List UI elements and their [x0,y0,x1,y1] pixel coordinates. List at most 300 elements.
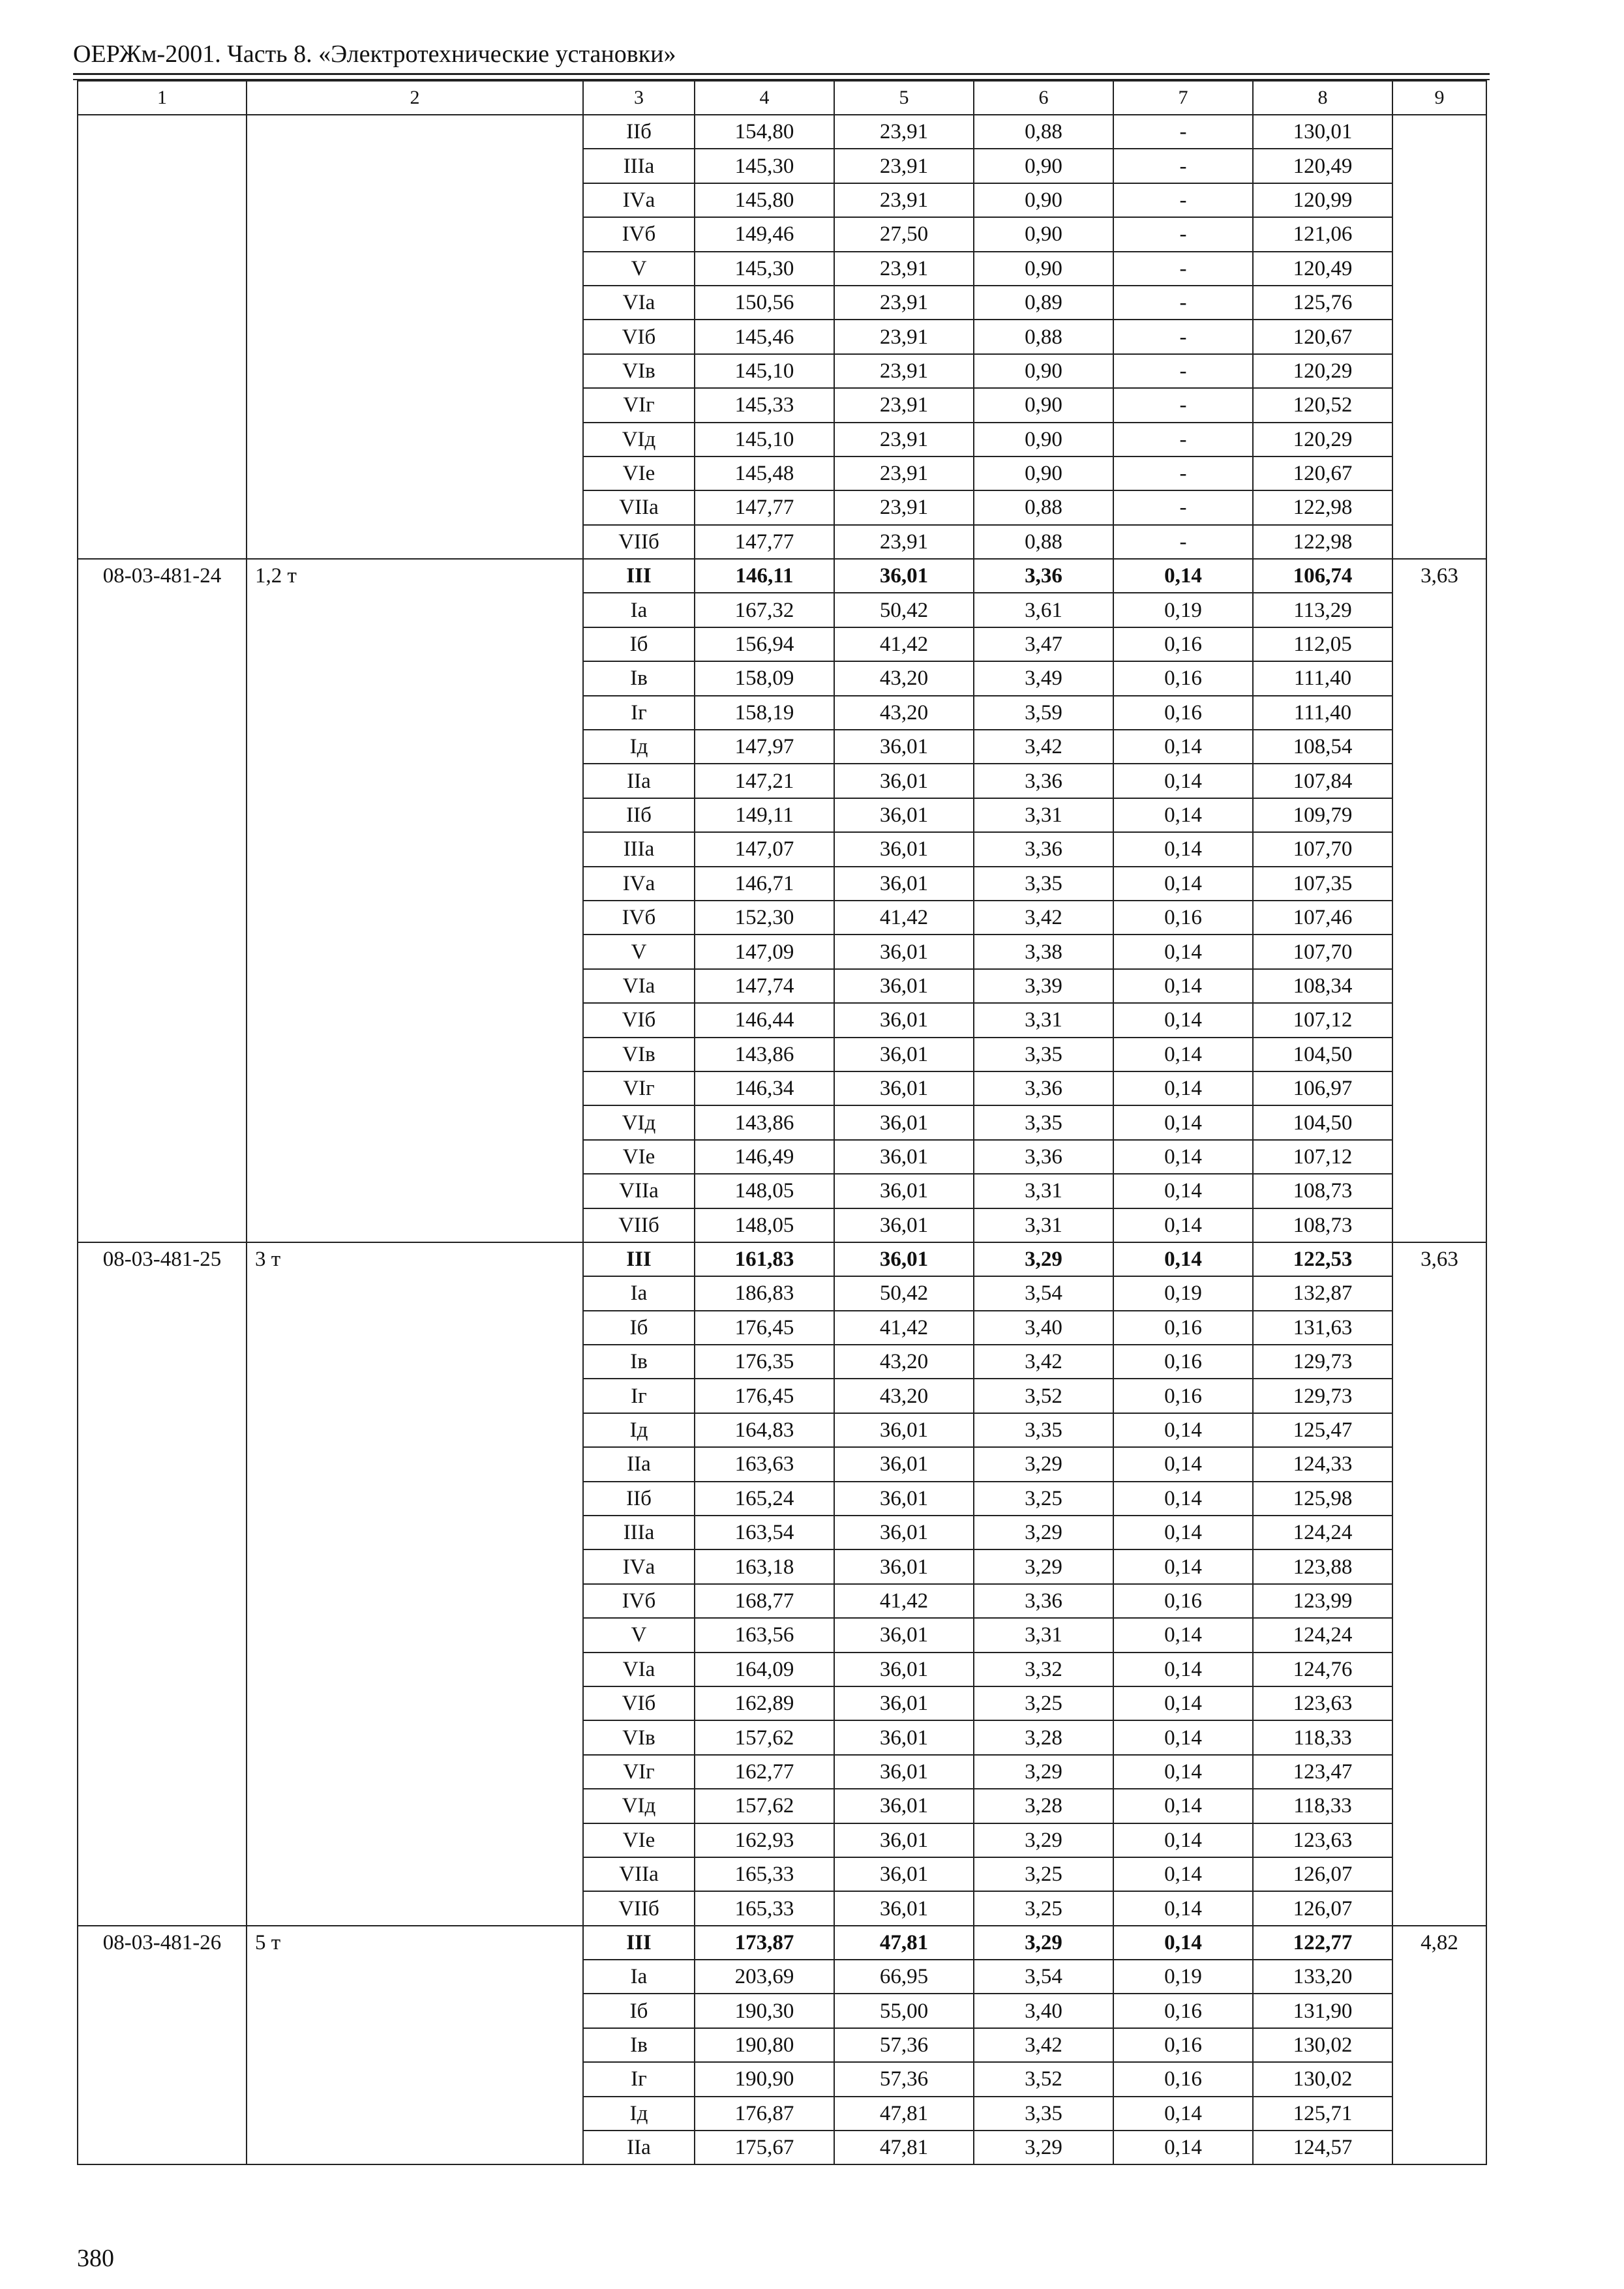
value-cell-col7: 0,16 [1113,661,1253,695]
value-cell-col5: 23,91 [834,252,974,286]
value-cell-col6: 3,35 [974,1105,1113,1139]
value-cell-col4: 145,33 [695,388,834,422]
value-cell-col6: 3,36 [974,764,1113,798]
value-cell-col7: 0,14 [1113,1105,1253,1139]
value-cell-col8: 123,99 [1253,1584,1392,1618]
value-cell-col7: - [1113,149,1253,183]
value-cell-col4: 164,83 [695,1413,834,1447]
column-number: 5 [834,81,974,115]
value-cell-col5: 66,95 [834,1960,974,1994]
value-cell-col7: 0,14 [1113,1038,1253,1071]
region-cell: VIд [583,1789,695,1823]
value-cell-col4: 161,83 [695,1242,834,1276]
value-cell-col7: 0,16 [1113,1994,1253,2027]
region-cell: V [583,252,695,286]
value-cell-col7: - [1113,354,1253,388]
region-cell: IIIа [583,832,695,866]
column-number-row [78,81,1486,115]
value-cell-col5: 57,36 [834,2062,974,2096]
value-cell-col7: 0,14 [1113,1140,1253,1174]
value-cell-col8: 124,76 [1253,1653,1392,1686]
value-cell-col6: 0,88 [974,320,1113,353]
value-cell-col4: 145,46 [695,320,834,353]
region-cell: VIд [583,1105,695,1139]
value-cell-col7: 0,14 [1113,559,1253,593]
value-cell-col5: 41,42 [834,901,974,935]
value-cell-col5: 50,42 [834,593,974,627]
value-cell-col8: 118,33 [1253,1789,1392,1823]
value-cell-col8: 108,73 [1253,1174,1392,1208]
value-cell-col6: 3,54 [974,1276,1113,1310]
value-cell-col4: 203,69 [695,1960,834,1994]
value-cell-col4: 164,09 [695,1653,834,1686]
value-cell-col8: 130,02 [1253,2028,1392,2062]
value-cell-col5: 36,01 [834,935,974,968]
region-cell: IVб [583,1584,695,1618]
value-cell-col8: 131,63 [1253,1311,1392,1345]
value-cell-col6: 3,42 [974,2028,1113,2062]
value-cell-col6: 3,39 [974,969,1113,1003]
region-cell: Iб [583,1994,695,2027]
value-cell-col4: 190,90 [695,2062,834,2096]
value-cell-col5: 36,01 [834,1789,974,1823]
value-cell-col5: 36,01 [834,1549,974,1583]
value-cell-col5: 41,42 [834,627,974,661]
value-cell-col4: 186,83 [695,1276,834,1310]
region-cell: IVа [583,867,695,901]
region-cell: IVб [583,217,695,251]
value-cell-col6: 3,29 [974,1549,1113,1583]
value-cell-col7: 0,14 [1113,832,1253,866]
value-cell-col5: 43,20 [834,1345,974,1379]
region-cell: VIе [583,1823,695,1857]
region-cell: VIг [583,1755,695,1789]
value-cell-col5: 36,01 [834,730,974,764]
value-cell-col7: 0,14 [1113,1891,1253,1925]
value-cell-col4: 145,30 [695,149,834,183]
value-cell-col7: 0,16 [1113,1379,1253,1413]
region-cell: VIв [583,1038,695,1071]
table-row [78,559,1486,593]
value-cell-col4: 176,45 [695,1311,834,1345]
value-cell-col5: 23,91 [834,388,974,422]
code-cell: 08-03-481-26 [78,1926,247,2165]
value-cell-col4: 176,45 [695,1379,834,1413]
value-cell-col5: 36,01 [834,1242,974,1276]
value-cell-col5: 36,01 [834,1174,974,1208]
value-cell-col8: 112,05 [1253,627,1392,661]
value-cell-col5: 23,91 [834,354,974,388]
value-cell-col4: 165,24 [695,1482,834,1516]
column-number: 2 [247,81,583,115]
value-cell-col8: 120,99 [1253,183,1392,217]
column-number: 3 [583,81,695,115]
value-cell-col4: 165,33 [695,1857,834,1891]
value-cell-col4: 147,74 [695,969,834,1003]
table-row [78,1242,1486,1276]
region-cell: III [583,559,695,593]
region-cell: VIе [583,1140,695,1174]
value-cell-col8: 108,54 [1253,730,1392,764]
value-cell-col8: 104,50 [1253,1105,1392,1139]
value-cell-col8: 130,01 [1253,115,1392,149]
value-cell-col4: 152,30 [695,901,834,935]
value-cell-col5: 47,81 [834,2131,974,2164]
value-cell-col6: 3,35 [974,1413,1113,1447]
value-cell-col8: 120,49 [1253,149,1392,183]
value-cell-col7: 0,14 [1113,1926,1253,1960]
value-cell-col6: 3,36 [974,832,1113,866]
value-cell-col4: 147,21 [695,764,834,798]
value-cell-col5: 36,01 [834,867,974,901]
value-cell-col5: 23,91 [834,456,974,490]
region-cell: VIг [583,388,695,422]
region-cell: IIа [583,764,695,798]
value-cell-col5: 43,20 [834,661,974,695]
value-cell-col8: 123,47 [1253,1755,1392,1789]
value-cell-col4: 163,56 [695,1618,834,1652]
value-cell-col8: 122,98 [1253,525,1392,559]
value-cell-col7: 0,16 [1113,1345,1253,1379]
value-cell-col6: 3,36 [974,559,1113,593]
value-cell-col7: 0,14 [1113,1482,1253,1516]
region-cell: VIIб [583,1208,695,1242]
value-cell-col5: 36,01 [834,764,974,798]
value-cell-col4: 145,10 [695,423,834,456]
column-number: 8 [1253,81,1392,115]
value-cell-col5: 23,91 [834,115,974,149]
region-cell: Iа [583,1960,695,1994]
value-cell-col5: 23,91 [834,149,974,183]
region-cell: IVа [583,1549,695,1583]
value-cell-col6: 0,88 [974,490,1113,524]
value-cell-col8: 125,47 [1253,1413,1392,1447]
value-cell-col6: 3,28 [974,1720,1113,1754]
value-cell-col6: 3,25 [974,1686,1113,1720]
value-cell-col8: 122,77 [1253,1926,1392,1960]
region-cell: IVа [583,183,695,217]
region-cell: IIIа [583,1516,695,1549]
value-cell-col6: 3,29 [974,1755,1113,1789]
value-cell-col8: 120,67 [1253,456,1392,490]
region-cell: III [583,1926,695,1960]
value-cell-col6: 0,90 [974,149,1113,183]
value-cell-col4: 156,94 [695,627,834,661]
value-cell-col8: 109,79 [1253,798,1392,832]
value-cell-col6: 3,54 [974,1960,1113,1994]
value-cell-col7: 0,14 [1113,1653,1253,1686]
value-cell-col5: 36,01 [834,1413,974,1447]
header-rule [73,73,1490,75]
value-cell-col4: 146,11 [695,559,834,593]
mass-cell: 1,2 т [247,559,583,1242]
value-cell-col4: 190,30 [695,1994,834,2027]
value-cell-col5: 27,50 [834,217,974,251]
value-cell-col5: 36,01 [834,1447,974,1481]
value-cell-col7: 0,14 [1113,1071,1253,1105]
value-cell-col8: 126,07 [1253,1891,1392,1925]
value-cell-col6: 0,90 [974,183,1113,217]
col9-cell: 4,82 [1392,1926,1486,2165]
value-cell-col8: 107,12 [1253,1003,1392,1037]
region-cell: IIб [583,1482,695,1516]
table-row [78,1926,1486,1960]
region-cell: VIб [583,320,695,353]
region-cell: VIIа [583,490,695,524]
region-cell: VIIб [583,1891,695,1925]
value-cell-col4: 165,33 [695,1891,834,1925]
value-cell-col4: 190,80 [695,2028,834,2062]
region-cell: Iг [583,1379,695,1413]
value-cell-col5: 23,91 [834,286,974,320]
value-cell-col7: 0,16 [1113,2028,1253,2062]
value-cell-col6: 3,29 [974,2131,1113,2164]
value-cell-col8: 124,24 [1253,1618,1392,1652]
value-cell-col7: - [1113,423,1253,456]
value-cell-col6: 3,36 [974,1071,1113,1105]
value-cell-col8: 107,12 [1253,1140,1392,1174]
region-cell: Iа [583,1276,695,1310]
value-cell-col5: 55,00 [834,1994,974,2027]
column-number: 6 [974,81,1113,115]
value-cell-col7: - [1113,490,1253,524]
region-cell: Iг [583,696,695,730]
value-cell-col8: 120,49 [1253,252,1392,286]
value-cell-col8: 122,53 [1253,1242,1392,1276]
value-cell-col6: 0,90 [974,456,1113,490]
value-cell-col6: 0,90 [974,252,1113,286]
mass-cell: 3 т [247,1242,583,1926]
region-cell: IIа [583,1447,695,1481]
value-cell-col7: 0,16 [1113,901,1253,935]
region-cell: VIб [583,1003,695,1037]
col9-cell: 3,63 [1392,559,1486,1242]
value-cell-col4: 147,97 [695,730,834,764]
value-cell-col4: 163,54 [695,1516,834,1549]
value-cell-col5: 43,20 [834,696,974,730]
value-cell-col8: 108,34 [1253,969,1392,1003]
value-cell-col7: 0,16 [1113,2062,1253,2096]
value-cell-col7: 0,19 [1113,593,1253,627]
region-cell: IIIа [583,149,695,183]
value-cell-col7: 0,16 [1113,627,1253,661]
value-cell-col8: 123,63 [1253,1686,1392,1720]
value-cell-col6: 3,29 [974,1926,1113,1960]
value-cell-col5: 36,01 [834,832,974,866]
value-cell-col8: 131,90 [1253,1994,1392,2027]
mass-cell: 5 т [247,1926,583,2165]
value-cell-col4: 158,19 [695,696,834,730]
value-cell-col5: 36,01 [834,1720,974,1754]
value-cell-col7: 0,14 [1113,2097,1253,2131]
value-cell-col4: 143,86 [695,1038,834,1071]
table-body [78,81,1486,2164]
value-cell-col4: 146,34 [695,1071,834,1105]
region-cell: VIв [583,354,695,388]
value-cell-col8: 125,76 [1253,286,1392,320]
value-cell-col7: 0,14 [1113,2131,1253,2164]
value-cell-col4: 158,09 [695,661,834,695]
value-cell-col7: 0,14 [1113,1720,1253,1754]
value-cell-col6: 0,88 [974,525,1113,559]
value-cell-col4: 149,46 [695,217,834,251]
value-cell-col4: 150,56 [695,286,834,320]
value-cell-col8: 133,20 [1253,1960,1392,1994]
value-cell-col8: 126,07 [1253,1857,1392,1891]
value-cell-col4: 154,80 [695,115,834,149]
value-cell-col5: 36,01 [834,1755,974,1789]
value-cell-col7: 0,14 [1113,867,1253,901]
region-cell: Iб [583,627,695,661]
value-cell-col8: 124,24 [1253,1516,1392,1549]
value-cell-col7: 0,14 [1113,1447,1253,1481]
value-cell-col7: 0,14 [1113,1003,1253,1037]
value-cell-col4: 146,49 [695,1140,834,1174]
mass-cell [247,115,583,559]
value-cell-col8: 124,33 [1253,1447,1392,1481]
value-cell-col7: 0,16 [1113,1584,1253,1618]
value-cell-col7: 0,14 [1113,1549,1253,1583]
value-cell-col5: 36,01 [834,1516,974,1549]
value-cell-col8: 132,87 [1253,1276,1392,1310]
value-cell-col4: 168,77 [695,1584,834,1618]
value-cell-col8: 129,73 [1253,1379,1392,1413]
value-cell-col7: 0,14 [1113,1516,1253,1549]
value-cell-col7: - [1113,183,1253,217]
value-cell-col4: 175,67 [695,2131,834,2164]
value-cell-col8: 107,70 [1253,832,1392,866]
value-cell-col6: 3,40 [974,1994,1113,2027]
value-cell-col6: 3,42 [974,730,1113,764]
value-cell-col7: 0,14 [1113,1618,1253,1652]
col9-cell: 3,63 [1392,1242,1486,1926]
region-cell: Iв [583,1345,695,1379]
region-cell: Iг [583,2062,695,2096]
value-cell-col6: 3,47 [974,627,1113,661]
value-cell-col6: 3,28 [974,1789,1113,1823]
value-cell-col5: 36,01 [834,1857,974,1891]
value-cell-col6: 0,90 [974,423,1113,456]
value-cell-col4: 145,30 [695,252,834,286]
value-cell-col5: 36,01 [834,1653,974,1686]
value-cell-col8: 120,29 [1253,354,1392,388]
value-cell-col8: 125,98 [1253,1482,1392,1516]
value-cell-col4: 146,71 [695,867,834,901]
value-cell-col8: 124,57 [1253,2131,1392,2164]
value-cell-col8: 106,97 [1253,1071,1392,1105]
value-cell-col7: 0,14 [1113,1242,1253,1276]
value-cell-col6: 3,42 [974,1345,1113,1379]
region-cell: IIб [583,798,695,832]
value-cell-col7: 0,16 [1113,1311,1253,1345]
region-cell: VIIа [583,1857,695,1891]
value-cell-col8: 104,50 [1253,1038,1392,1071]
value-cell-col4: 176,87 [695,2097,834,2131]
value-cell-col8: 108,73 [1253,1208,1392,1242]
value-cell-col4: 162,93 [695,1823,834,1857]
region-cell: Iв [583,661,695,695]
value-cell-col4: 147,09 [695,935,834,968]
value-cell-col7: 0,14 [1113,1208,1253,1242]
region-cell: VIIб [583,525,695,559]
region-cell: IIа [583,2131,695,2164]
value-cell-col7: 0,14 [1113,1174,1253,1208]
value-cell-col7: 0,14 [1113,969,1253,1003]
value-cell-col7: - [1113,286,1253,320]
value-cell-col8: 118,33 [1253,1720,1392,1754]
value-cell-col6: 3,40 [974,1311,1113,1345]
region-cell: Iд [583,1413,695,1447]
value-cell-col4: 163,63 [695,1447,834,1481]
value-cell-col8: 130,02 [1253,2062,1392,2096]
value-cell-col4: 149,11 [695,798,834,832]
value-cell-col6: 3,31 [974,798,1113,832]
value-cell-col6: 3,49 [974,661,1113,695]
value-cell-col5: 41,42 [834,1311,974,1345]
value-cell-col7: - [1113,388,1253,422]
region-cell: III [583,1242,695,1276]
table-row [78,115,1486,149]
value-cell-col4: 147,77 [695,525,834,559]
region-cell: Iа [583,593,695,627]
value-cell-col6: 3,29 [974,1516,1113,1549]
value-cell-col4: 162,77 [695,1755,834,1789]
value-cell-col8: 125,71 [1253,2097,1392,2131]
region-cell: VIа [583,286,695,320]
value-cell-col4: 145,10 [695,354,834,388]
value-cell-col5: 36,01 [834,1038,974,1071]
value-cell-col6: 3,29 [974,1823,1113,1857]
value-cell-col4: 148,05 [695,1208,834,1242]
value-cell-col7: 0,14 [1113,935,1253,968]
value-cell-col5: 57,36 [834,2028,974,2062]
value-cell-col4: 145,48 [695,456,834,490]
value-cell-col4: 146,44 [695,1003,834,1037]
region-cell: Iд [583,730,695,764]
value-cell-col6: 0,89 [974,286,1113,320]
value-cell-col4: 157,62 [695,1789,834,1823]
value-cell-col8: 111,40 [1253,696,1392,730]
value-cell-col7: - [1113,217,1253,251]
value-cell-col6: 0,90 [974,388,1113,422]
value-cell-col7: 0,14 [1113,1755,1253,1789]
value-cell-col5: 23,91 [834,525,974,559]
value-cell-col6: 3,29 [974,1242,1113,1276]
value-cell-col5: 47,81 [834,1926,974,1960]
value-cell-col6: 3,31 [974,1208,1113,1242]
value-cell-col5: 23,91 [834,490,974,524]
value-cell-col5: 23,91 [834,423,974,456]
value-cell-col6: 3,36 [974,1140,1113,1174]
rates-table [77,80,1487,2165]
value-cell-col6: 3,25 [974,1482,1113,1516]
value-cell-col4: 163,18 [695,1549,834,1583]
value-cell-col5: 36,01 [834,798,974,832]
value-cell-col6: 3,35 [974,2097,1113,2131]
value-cell-col5: 36,01 [834,1140,974,1174]
region-cell: VIа [583,969,695,1003]
column-number: 4 [695,81,834,115]
value-cell-col8: 107,46 [1253,901,1392,935]
value-cell-col8: 123,63 [1253,1823,1392,1857]
value-cell-col5: 36,01 [834,1891,974,1925]
code-cell: 08-03-481-24 [78,559,247,1242]
value-cell-col8: 107,70 [1253,935,1392,968]
region-cell: VIд [583,423,695,456]
value-cell-col8: 129,73 [1253,1345,1392,1379]
value-cell-col6: 3,31 [974,1174,1113,1208]
value-cell-col6: 3,35 [974,1038,1113,1071]
